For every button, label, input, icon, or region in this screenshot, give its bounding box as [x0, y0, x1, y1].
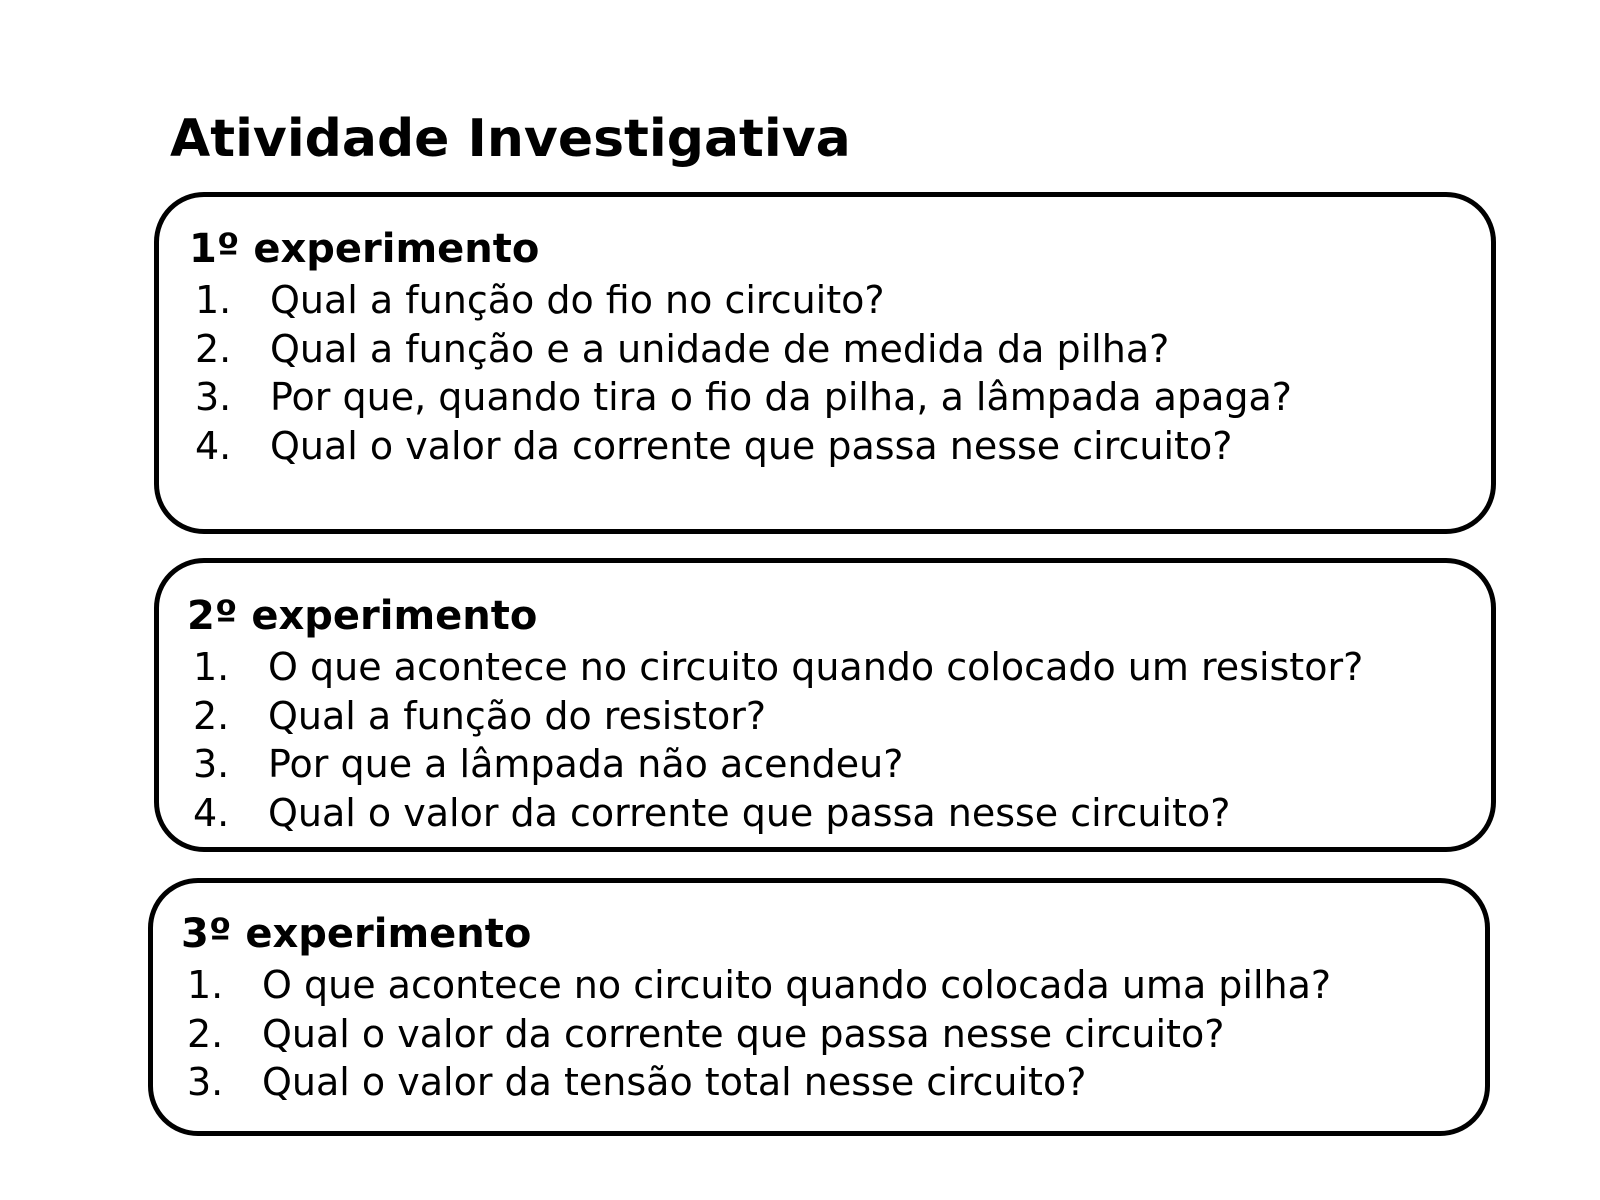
question-text: Qual o valor da corrente que passa nesse circuito?	[270, 423, 1233, 468]
question-number: 4.	[193, 790, 230, 835]
question-text: Por que, quando tira o fio da pilha, a lâmpada apaga?	[270, 375, 1292, 419]
experiment-3-heading: 3º experimento	[181, 911, 532, 957]
question-number: 4.	[195, 423, 232, 468]
question-number: 3.	[187, 1060, 224, 1104]
question-text: O que acontece no circuito quando colocado um resistor?	[268, 645, 1364, 689]
question-text: Qual a função do fio no circuito?	[270, 278, 885, 322]
experiment-1-box	[154, 192, 1496, 534]
question-text: Qual o valor da corrente que passa nesse circuito?	[262, 1011, 1225, 1056]
question-text: O que acontece no circuito quando colocada uma pilha?	[262, 963, 1332, 1007]
question-number: 1.	[193, 645, 230, 689]
experiment-2-box	[154, 558, 1496, 852]
question-number: 1.	[195, 278, 232, 322]
question-number: 3.	[193, 742, 230, 786]
question-text: Qual a função e a unidade de medida da pilha?	[270, 326, 1170, 371]
question-number: 2.	[193, 693, 230, 738]
question-text: Qual a função do resistor?	[268, 693, 767, 738]
experiment-2-heading: 2º experimento	[187, 593, 538, 639]
experiment-3-box	[148, 878, 1490, 1136]
question-number: 3.	[195, 375, 232, 419]
question-number: 2.	[195, 326, 232, 371]
question-text: Por que a lâmpada não acendeu?	[268, 742, 904, 786]
question-text: Qual o valor da corrente que passa nesse circuito?	[268, 790, 1231, 835]
page-title: Atividade Investigativa	[170, 109, 851, 169]
question-number: 2.	[187, 1011, 224, 1056]
question-text: Qual o valor da tensão total nesse circuito?	[262, 1060, 1087, 1104]
experiment-1-heading: 1º experimento	[189, 226, 540, 272]
question-number: 1.	[187, 963, 224, 1007]
